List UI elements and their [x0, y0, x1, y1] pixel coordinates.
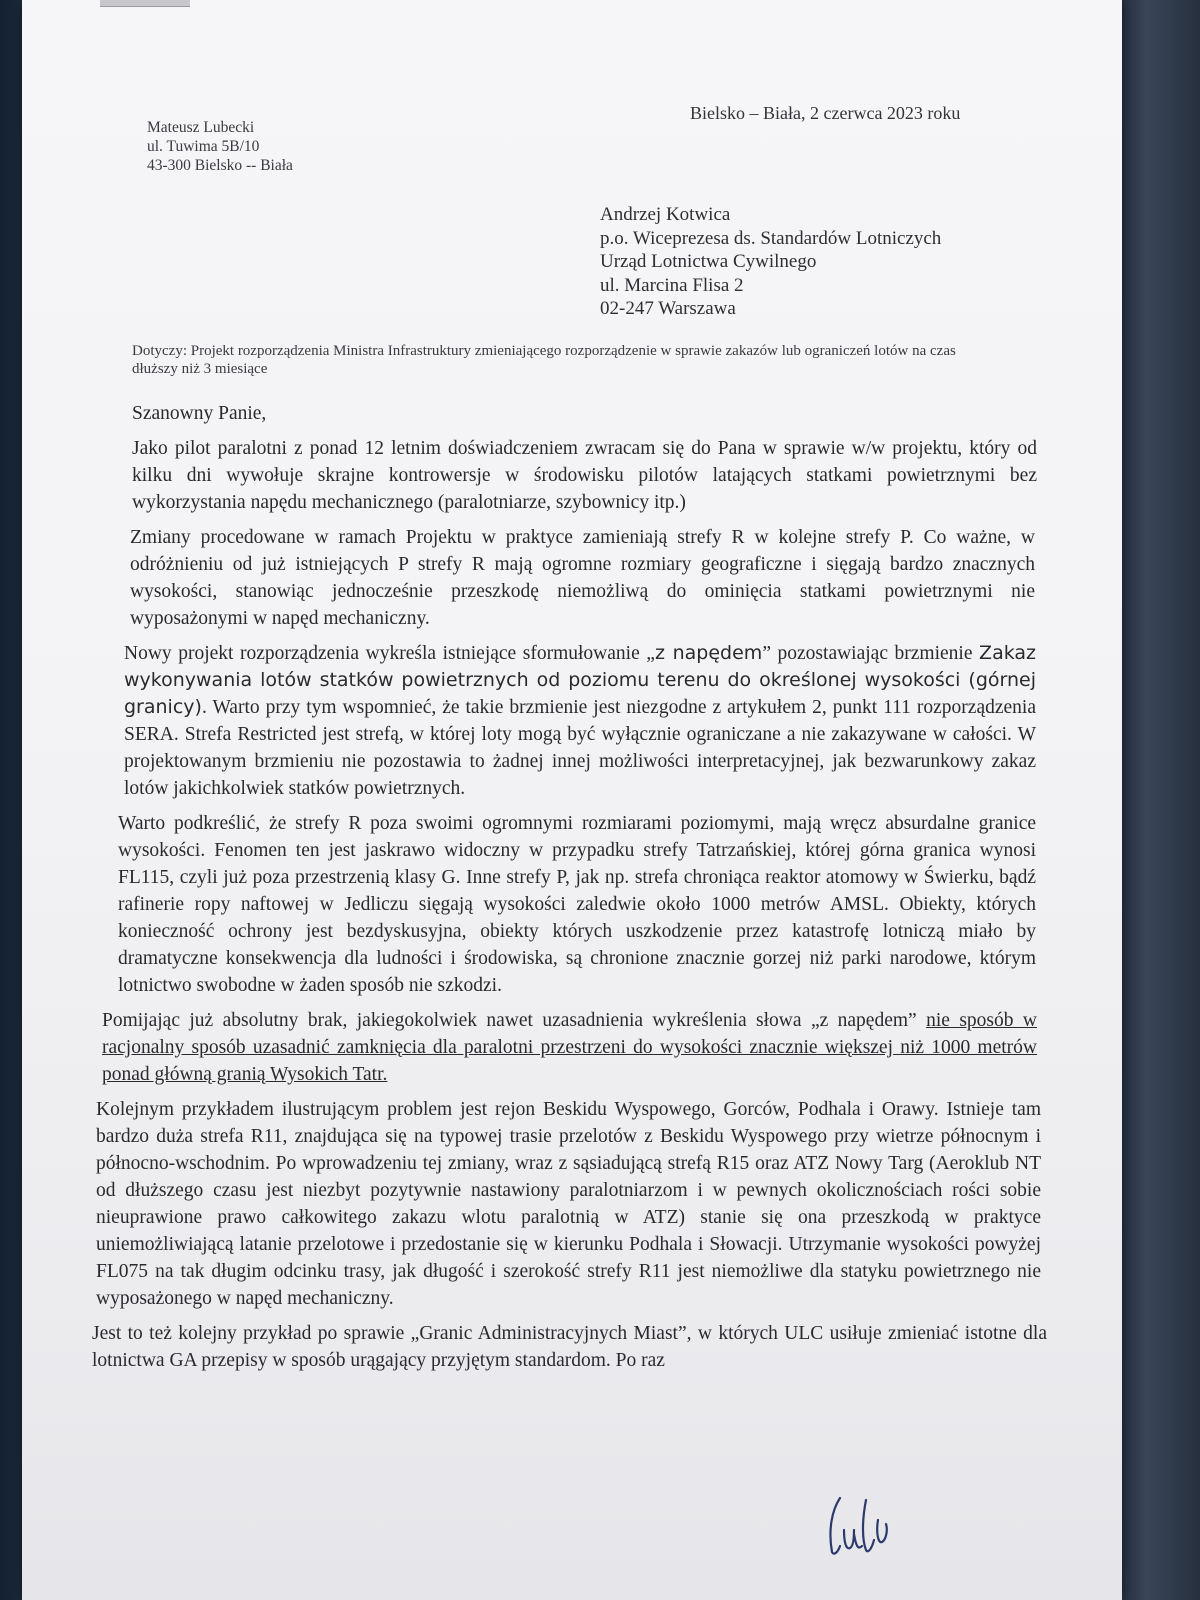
sender-name: Mateusz Lubecki: [147, 119, 255, 136]
paper-clip: [100, 0, 190, 7]
paragraph-5-part-a: Pomijając już absolutny brak, jakiegokolwiek nawet uzasadnienia wykreślenia słowa „z napędem”: [102, 1010, 927, 1031]
letter-page: [22, 0, 1122, 1600]
letter-body: [92, 400, 1062, 1382]
paragraph-5: [102, 1007, 1037, 1088]
paragraph-6: Kolejnym przykładem ilustrującym problem jest rejon Beskidu Wyspowego, Gorców, Podhala i Orawy. Istnieje tam bardzo duża strefa R11, znajdująca się na typowej trasie przelotów z Beskidu Wyspowego przy wietrze północnym i północno-wschodnim. Po wprowadzeniu tej zmiany, wraz z sąsiadującą strefą R15 oraz ATZ Nowy Targ (Aeroklub NT od dłuższego czasu jest niezbyt pozytywnie nastawiony paralotniarzom i w pewnych okolicznościach rości sobie nieuprawione prawo całkowitego zakazu wlotu paralotnią w ATZ) stanie się ona przeszkodą w praktyce uniemożliwiającą latanie przelotowe i przedostanie się w kierunku Podhala i Słowacji. Utrzymanie wysokości powyżej FL075 na tak długim odcinku trasy, jak długość i szerokość strefy R11 jest niemożliwe dla statyku powietrznego nie wyposażonego w napęd mechaniczny.: [96, 1099, 1041, 1309]
paragraph-3: [102, 640, 1036, 802]
recipient-street: ul. Marcina Flisa 2: [600, 274, 744, 296]
quoted-regulation-text: Zakaz wykonywania lotów statków powietrznych od poziomu terenu do określonej wysokości (górnej granicy): [124, 642, 1036, 718]
subject-line: Dotyczy: Projekt rozporządzenia Ministra Infrastruktury zmieniającego rozporządzenie w sprawie zakazów lub ograniczeń lotów na czas dłuższy niż 3 miesiące: [132, 343, 956, 377]
paragraph-3-part-c: ” pozostawiając brzmienie: [762, 643, 980, 664]
paragraph-2: Zmiany procedowane w ramach Projektu w praktyce zamieniają strefy R w kolejne strefy P. Co ważne, w odróżnieniu od już istniejących P strefy R mają ogromne rozmiary geograficzne i sięgają bardzo znacznych wysokości, stanowiąc jednocześnie przeszkodę niemożliwą do ominięcia statkami powietrznymi nie wyposażonymi w napęd mechaniczny.: [130, 527, 1035, 629]
recipient-city: 02-247 Warszawa: [600, 298, 736, 319]
recipient-address: [600, 203, 941, 321]
date-line: Bielsko – Biała, 2 czerwca 2023 roku: [690, 103, 961, 123]
sender-address: [147, 118, 293, 175]
paragraph-3-part-e: . Warto przy tym wspomnieć, że takie brzmienie jest niezgodne z artykułem 2, punkt 111 rozporządzenia SERA. Strefa Restricted jest strefą, w której loty mogą być wyłącznie ograniczane a nie zakazywane w całości. W projektowanym brzmieniu nie pozostawia to żadnej innej możliwości interpretacyjnej, jak bezwarunkowy zakaz lotów jakichkolwiek statków powietrznych.: [124, 697, 1036, 799]
paragraph-4: Warto podkreślić, że strefy R poza swoimi ogromnymi rozmiarami poziomymi, mają wręcz absurdalne granice wysokości. Fenomen ten jest jaskrawo widoczny w przypadku strefy Tatrzańskiej, której górna granica wynosi FL115, czyli już poza przestrzenią klasy G. Inne strefy P, jak np. strefa chroniąca reaktor atomowy w Świerku, bądź rafinerie ropy naftowej w Jedliczu sięgają wysokości zaledwie około 1000 metrów AMSL. Obiekty, których konieczność ochrony jest bezdyskusyjna, obiekty których uszkodzenie przez katastrofę lotniczą miało by dramatyczne konsekwencja dla ludności i środowiska, są chronione znacznie gorzej niż parki narodowe, którym lotnictwo swobodne w żaden sposób nie szkodzi.: [118, 813, 1036, 996]
recipient-office: Urząd Lotnictwa Cywilnego: [600, 251, 817, 272]
handwritten-signature-icon: [822, 1490, 902, 1560]
quoted-term: z napędem: [654, 642, 763, 664]
salutation: Szanowny Panie,: [132, 403, 267, 424]
sender-street: ul. Tuwima 5B/10: [147, 138, 260, 155]
paragraph-3-part-a: Nowy projekt rozporządzenia wykreśla istniejące sformułowanie „: [124, 643, 655, 664]
recipient-title: p.o. Wiceprezesa ds. Standardów Lotniczych: [600, 227, 942, 249]
recipient-name: Andrzej Kotwica: [600, 204, 731, 225]
sender-city: 43-300 Bielsko -- Biała: [147, 157, 293, 174]
underlined-statement: nie sposób w racjonalny sposób uzasadnić zamknięcia dla paralotni przestrzeni do wysokości znacznie większej niż 1000 metrów ponad główną granią Wysokich Tatr.: [102, 1010, 1037, 1085]
background-right: [1110, 0, 1200, 1600]
paragraph-7: Jest to też kolejny przykład po sprawie „Granic Administracyjnych Miast”, w których ULC usiłuje zmieniać istotne dla lotnictwa GA przepisy w sposób urągający przyjętym standardom. Po raz: [92, 1323, 1047, 1371]
paragraph-1: Jako pilot paralotni z ponad 12 letnim doświadczeniem zwracam się do Pana w sprawie w/w projektu, który od kilku dni wywołuje skrajne kontrowersje w środowisku pilotów latających statkami powietrznymi bez wykorzystania napędu mechanicznego (paralotniarze, szybownicy itp.): [132, 438, 1037, 513]
